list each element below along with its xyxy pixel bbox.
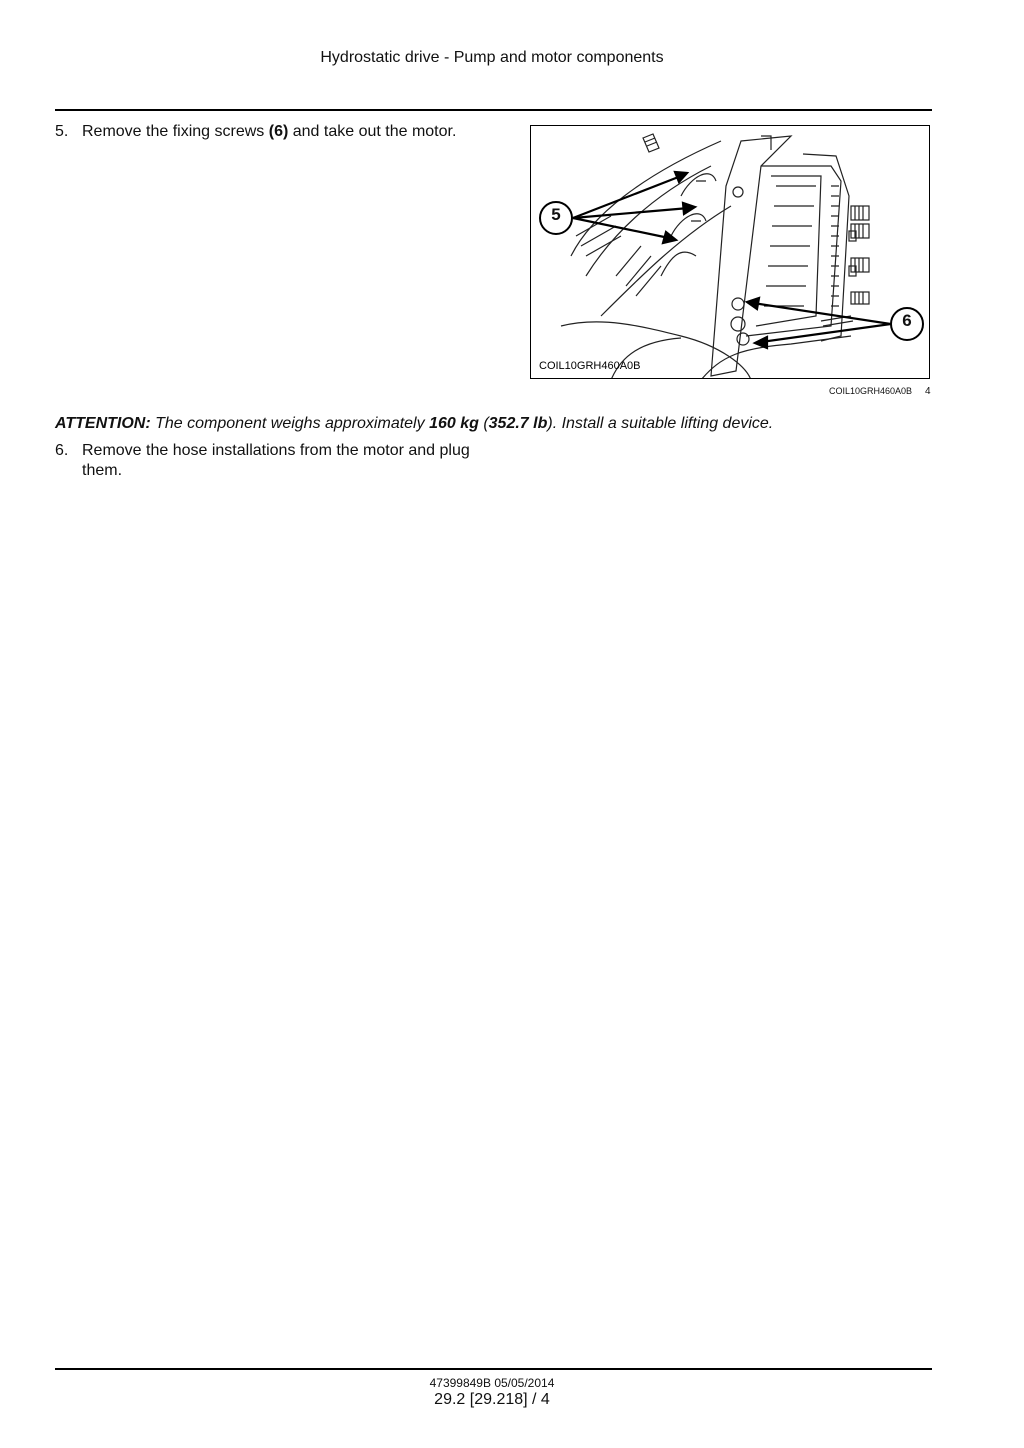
attention-text: ( — [478, 415, 489, 432]
attention-label: ATTENTION: — [55, 415, 151, 432]
footer-document-reference: 47399849B 05/05/2014 — [429, 1376, 555, 1390]
step-text-part: Remove the fixing screws — [82, 123, 269, 140]
footer-rule — [55, 1368, 932, 1370]
step-number: 6. — [55, 442, 69, 459]
page-header-title: Hydrostatic drive - Pump and motor components — [320, 49, 664, 66]
attention-text: ). Install a suitable lifting device. — [547, 415, 774, 432]
figure-caption-number: 4 — [925, 386, 931, 397]
step-text — [82, 122, 512, 142]
step-reference: (6) — [268, 123, 289, 140]
step-text-part: and take out the motor. — [288, 123, 457, 140]
step-number: 5. — [55, 123, 69, 140]
attention-weight-kg: 160 kg — [429, 415, 479, 432]
attention-note — [55, 415, 773, 433]
attention-weight-lb: 352.7 lb — [488, 415, 548, 432]
footer-page-reference: 29.2 [29.218] / 4 — [434, 1391, 550, 1408]
figure-caption-code: COIL10GRH460A0B — [829, 386, 913, 396]
step-text: Remove the hose installations from the motor and plug them. — [82, 442, 470, 479]
figure-image-code: COIL10GRH460A0B — [539, 360, 641, 372]
motor-illustration — [531, 126, 930, 379]
callout-6: 6 — [902, 311, 912, 330]
header-rule — [55, 109, 932, 111]
motor-removal-figure — [530, 125, 930, 379]
attention-text: The component weighs approximately — [150, 415, 430, 432]
callout-5: 5 — [551, 205, 561, 224]
